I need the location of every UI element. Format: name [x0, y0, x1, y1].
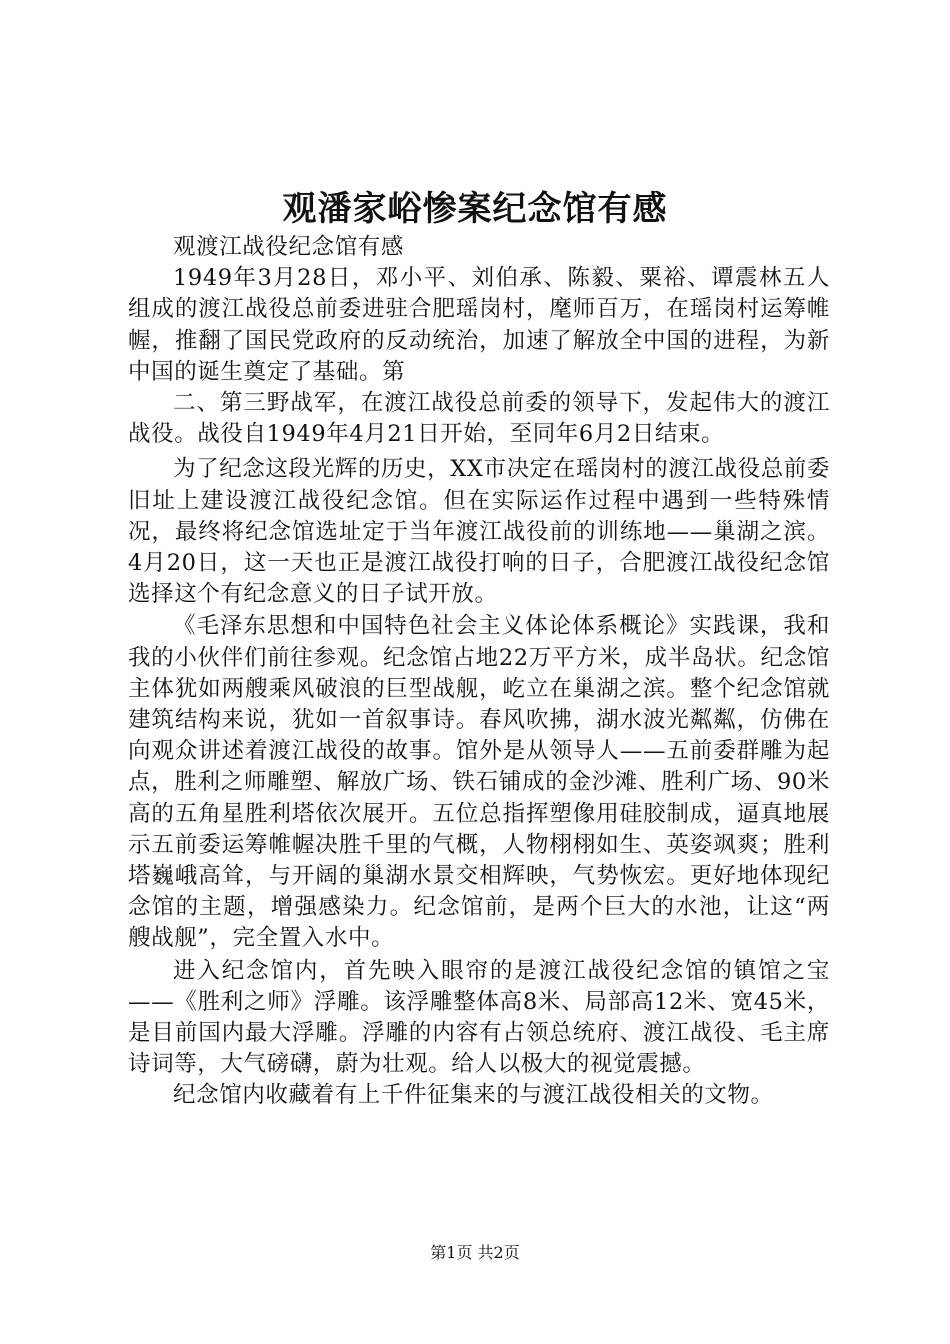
document-title: 观潘家峪惨案纪念馆有感	[282, 189, 668, 229]
paragraph-4: 《毛泽东思想和中国特色社会主义体论体系概论》实践课，我和我的小伙伴们前往参观。纪念馆占地22万平方米，成半岛状。纪念馆主体犹如两艘乘风破浪的巨型战舰，屹立在巢湖之滨。整个纪念馆就建筑结构来说，犹如一首叙事诗。春风吹拂，湖水波光粼粼，仿佛在向观众讲述着渡江战役的故事。馆外是从领导人——五前委群雕为起点，胜利之师雕塑、解放广场、铁石铺成的金沙滩、胜利广场、90米高的五角星胜利塔依次展开。五位总指挥塑像用硅胶制成，逼真地展示五前委运筹帷幄决胜千里的气概，人物栩栩如生、英姿飒爽；胜利塔巍峨高耸，与开阔的巢湖水景交相辉映，气势恢宏。更好地体现纪念馆的主题，增强感染力。纪念馆前，是两个巨大的水池，让这“两艘战舰”，完全置入水中。	[128, 613, 830, 952]
document-body	[128, 232, 830, 1112]
paragraph-2: 二、第三野战军，在渡江战役总前委的领导下，发起伟大的渡江战役。战役自1949年4月21日开始，至同年6月2日结束。	[128, 390, 830, 448]
paragraph-1: 1949年3月28日，邓小平、刘伯承、陈毅、粟裕、谭震林五人组成的渡江战役总前委进驻合肥瑶岗村，麾师百万，在瑶岗村运筹帷幄，推翻了国民党政府的反动统治，加速了解放全中国的进程，为新中国的诞生奠定了基础。第	[128, 265, 830, 385]
paragraph-6: 纪念馆内收藏着有上千件征集来的与渡江战役相关的文物。	[173, 1082, 774, 1109]
paragraph-5: 进入纪念馆内，首先映入眼帘的是渡江战役纪念馆的镇馆之宝——《胜利之师》浮雕。该浮雕整体高8米、局部高12米、宽45米，是目前国内最大浮雕。浮雕的内容有占领总统府、渡江战役、毛主席诗词等，大气磅礴，蔚为壮观。给人以极大的视觉震撼。	[128, 957, 830, 1078]
paragraph-3: 为了纪念这段光辉的历史，XX市决定在瑶岗村的渡江战役总前委旧址上建设渡江战役纪念馆。但在实际运作过程中遇到一些特殊情况，最终将纪念馆选址定于当年渡江战役前的训练地——巢湖之滨。4月20日，这一天也正是渡江战役打响的日子，合肥渡江战役纪念馆选择这个有纪念意义的日子试开放。	[128, 456, 830, 608]
paragraph-subtitle: 观渡江战役纪念馆有感	[173, 234, 405, 260]
page-footer: 第1页 共2页	[430, 1243, 520, 1262]
